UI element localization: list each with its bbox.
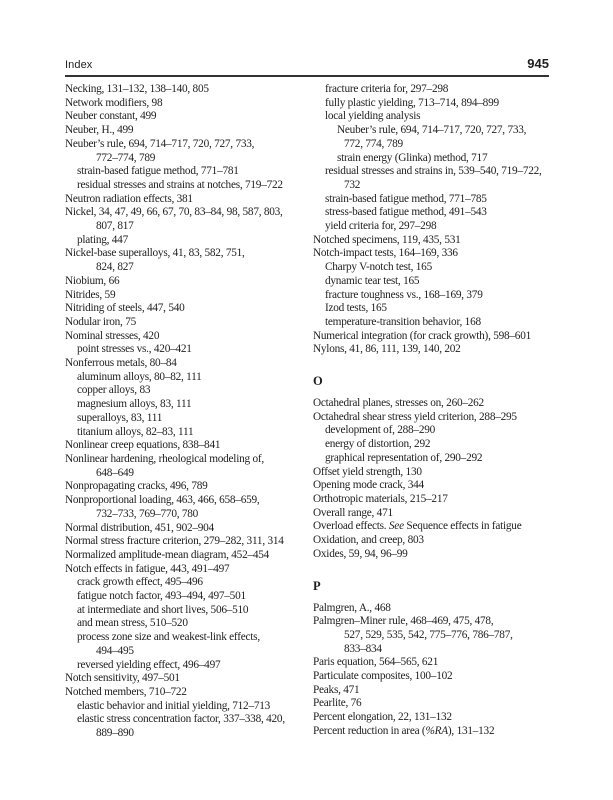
index-entry: Notch sensitivity, 497–501 <box>65 672 180 685</box>
index-entry: Nonlinear hardening, rheological modeling of, <box>65 452 264 465</box>
page-number: 945 <box>527 56 549 71</box>
index-entry <box>313 520 563 534</box>
index-entry-continuation: 527, 529, 535, 542, 775–776, 786–787, <box>344 628 513 641</box>
index-entry: Nominal stresses, 420 <box>65 329 160 342</box>
index-entry-run: Overload effects. <box>313 520 389 533</box>
index-entry: Octahedral planes, stresses on, 260–262 <box>313 397 484 410</box>
index-entry: elastic stress concentration factor, 337–338, 420, <box>77 713 285 726</box>
index-entry-run: See <box>388 520 404 533</box>
index-entry: Notched specimens, 119, 435, 531 <box>313 233 461 246</box>
index-entry: aluminum alloys, 80–82, 111 <box>77 370 202 383</box>
section-heading: P <box>313 578 321 593</box>
index-entry: Nitriding of steels, 447, 540 <box>65 302 185 315</box>
index-entry-run: %RA <box>425 724 448 737</box>
index-entry: Normal distribution, 451, 902–904 <box>65 521 214 534</box>
index-entry: and mean stress, 510–520 <box>77 617 188 630</box>
index-entry: fracture criteria for, 297–298 <box>325 83 449 95</box>
index-entry-continuation: 494–495 <box>96 644 134 657</box>
index-entry: Percent elongation, 22, 131–132 <box>313 711 452 724</box>
index-entry: titanium alloys, 82–83, 111 <box>77 425 194 438</box>
index-entry: Oxides, 59, 94, 96–99 <box>313 547 408 560</box>
index-entry: Neuber, H., 499 <box>65 124 134 137</box>
index-entry: Nitrides, 59 <box>65 288 116 301</box>
index-entry-continuation: 732–733, 769–770, 780 <box>96 507 199 520</box>
index-entry: Neuber’s rule, 694, 714–717, 720, 727, 733, <box>337 124 527 137</box>
index-entry-run: Sequence effects in fatigue <box>403 520 522 533</box>
index-entry: Nonpropagating cracks, 496, 789 <box>65 480 208 493</box>
index-entry: Palmgren–Miner rule, 468–469, 475, 478, <box>313 615 494 628</box>
index-column-left <box>65 83 315 741</box>
index-entry: Opening mode crack, 344 <box>313 479 424 492</box>
index-entry: Charpy V-notch test, 165 <box>325 261 432 274</box>
index-entry: local yielding analysis <box>325 110 421 123</box>
index-entry: Normalized amplitude-mean diagram, 452–454 <box>65 548 270 561</box>
index-entry: strain-based fatigue method, 771–781 <box>77 165 239 178</box>
index-entry: residual stresses and strains at notches, 719–722 <box>77 178 283 191</box>
index-entry: Pearlite, 76 <box>313 697 362 710</box>
index-entry: Network modifiers, 98 <box>65 96 163 109</box>
index-entry: Neuber’s rule, 694, 714–717, 720, 727, 733, <box>65 137 255 150</box>
index-entry: plating, 447 <box>77 233 128 246</box>
index-entry: Particulate composites, 100–102 <box>313 670 453 683</box>
index-entry: Orthotropic materials, 215–217 <box>313 492 448 505</box>
index-entry-run: ), 131–132 <box>447 724 495 737</box>
index-entry: Octahedral shear stress yield criterion, 288–295 <box>313 410 517 423</box>
index-entry-continuation: 648–649 <box>96 466 134 479</box>
index-entry: Neutron radiation effects, 381 <box>65 192 193 205</box>
index-entry-continuation: 732 <box>344 178 361 191</box>
index-entry-continuation: 889–890 <box>96 727 134 740</box>
index-entry <box>313 725 563 739</box>
index-entry: residual stresses and strains in, 539–540, 719–722, <box>325 165 542 178</box>
index-entry: Notch-impact tests, 164–169, 336 <box>313 247 458 260</box>
index-entry: strain energy (Glinka) method, 717 <box>337 151 488 164</box>
index-entry: Overall range, 471 <box>313 506 393 519</box>
index-entry: point stresses vs., 420–421 <box>77 343 192 356</box>
section-heading: O <box>313 374 323 389</box>
index-entry: Normal stress fracture criterion, 279–282, 311, 314 <box>65 535 284 548</box>
index-entry-run: Percent reduction in area ( <box>313 724 426 737</box>
index-entry: Peaks, 471 <box>313 683 360 696</box>
index-entry: yield criteria for, 297–298 <box>325 220 437 233</box>
index-entry: process zone size and weakest-link effects, <box>77 631 260 644</box>
index-entry: graphical representation of, 290–292 <box>325 451 483 464</box>
index-entry: Paris equation, 564–565, 621 <box>313 656 439 669</box>
index-entry-continuation: 772, 774, 789 <box>344 137 403 150</box>
page-header <box>65 56 549 77</box>
index-column-right <box>313 83 563 739</box>
index-entry: dynamic tear test, 165 <box>325 274 420 287</box>
index-entry: elastic behavior and initial yielding, 712–713 <box>77 699 271 712</box>
index-entry: fatigue notch factor, 493–494, 497–501 <box>77 590 246 603</box>
index-entry: Nickel-base superalloys, 41, 83, 582, 751, <box>65 247 245 260</box>
index-entry: Nonferrous metals, 80–84 <box>65 357 177 370</box>
index-entry: Izod tests, 165 <box>325 302 387 315</box>
index-entry-continuation: 824, 827 <box>96 261 134 274</box>
index-entry: Niobium, 66 <box>65 274 120 287</box>
index-entry: Numerical integration (for crack growth), 598–601 <box>313 329 532 342</box>
index-entry: Nonproportional loading, 463, 466, 658–659, <box>65 494 260 507</box>
index-entry: reversed yielding effect, 496–497 <box>77 658 221 671</box>
index-entry: development of, 288–290 <box>325 424 436 437</box>
index-entry: fully plastic yielding, 713–714, 894–899 <box>325 96 499 109</box>
index-entry: Necking, 131–132, 138–140, 805 <box>65 83 209 95</box>
index-entry: magnesium alloys, 83, 111 <box>77 398 192 411</box>
index-entry: temperature-transition behavior, 168 <box>325 315 481 328</box>
index-entry: Oxidation, and creep, 803 <box>313 534 424 547</box>
index-entry: at intermediate and short lives, 506–510 <box>77 603 249 616</box>
index-entry: fracture toughness vs., 168–169, 379 <box>325 288 483 301</box>
index-entry: Notched members, 710–722 <box>65 685 187 698</box>
index-entry: crack growth effect, 495–496 <box>77 576 203 589</box>
running-head: Index <box>65 59 93 71</box>
index-entry: copper alloys, 83 <box>77 384 151 397</box>
index-entry: strain-based fatigue method, 771–785 <box>325 192 487 205</box>
index-entry: Palmgren, A., 468 <box>313 601 391 614</box>
index-entry-continuation: 807, 817 <box>96 220 134 233</box>
index-entry: Nodular iron, 75 <box>65 315 136 328</box>
index-entry: Nickel, 34, 47, 49, 66, 67, 70, 83–84, 98, 587, 803, <box>65 206 283 219</box>
index-entry: Nylons, 41, 86, 111, 139, 140, 202 <box>313 343 461 356</box>
index-entry: Notch effects in fatigue, 443, 491–497 <box>65 562 230 575</box>
index-entry: energy of distortion, 292 <box>325 438 431 451</box>
index-entry: Neuber constant, 499 <box>65 110 157 123</box>
index-entry-continuation: 833–834 <box>344 642 382 655</box>
index-entry: Offset yield strength, 130 <box>313 465 422 478</box>
index-entry-continuation: 772–774, 789 <box>96 151 156 164</box>
index-entry: stress-based fatigue method, 491–543 <box>325 206 487 219</box>
index-entry: Nonlinear creep equations, 838–841 <box>65 439 221 452</box>
index-entry: superalloys, 83, 111 <box>77 411 163 424</box>
